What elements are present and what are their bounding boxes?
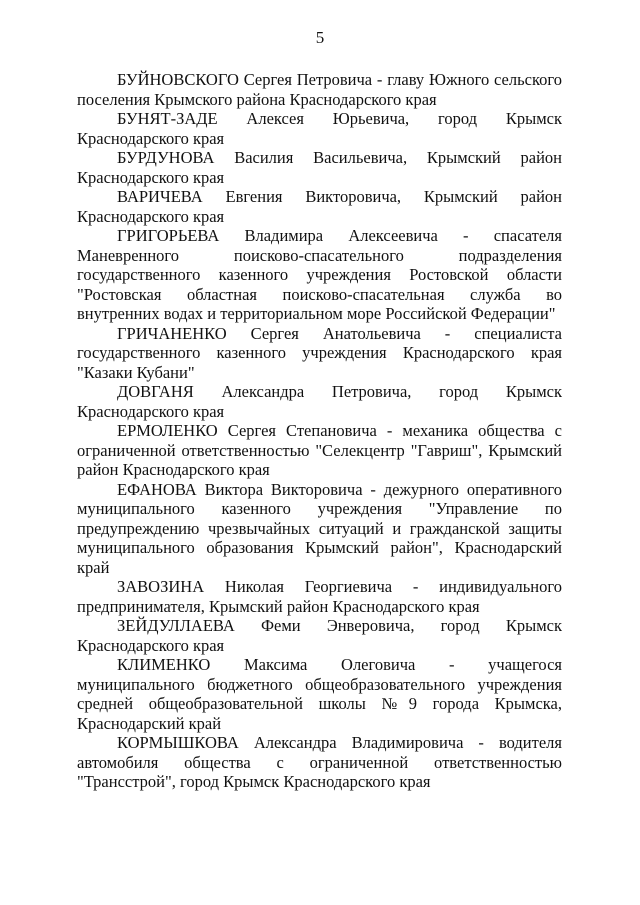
list-item: ЕРМОЛЕНКО Сергея Степановича - механика общества с ограниченной ответственностью "Селекцентр "Гавриш", Крымский район Краснодарского края — [77, 421, 562, 479]
list-item: ДОВГАНЯ Александра Петровича, город Крымск Краснодарского края — [77, 382, 562, 421]
list-item: КОРМЫШКОВА Александра Владимировича - водителя автомобиля общества с ограниченной ответственностью "Трансстрой", город Крымск Краснодарского края — [77, 733, 562, 791]
list-item: БУЙНОВСКОГО Сергея Петровича - главу Южного сельского поселения Крымского района Краснодарского края — [77, 70, 562, 109]
list-item: БУРДУНОВА Василия Васильевича, Крымский район Краснодарского края — [77, 148, 562, 187]
list-item: ЗАВОЗИНА Николая Георгиевича - индивидуального предпринимателя, Крымский район Краснодарского края — [77, 577, 562, 616]
list-item: ЕФАНОВА Виктора Викторовича - дежурного оперативного муниципального казенного учреждения "Управление по предупреждению чрезвычайных ситуаций и гражданской защиты муниципального образования Крымский район", Краснодарский край — [77, 479, 562, 577]
list-item: КЛИМЕНКО Максима Олеговича - учащегося муниципального бюджетного общеобразовательного учреждения средней общеобразовательной школы №9 города Крымска, Краснодарский край — [77, 655, 562, 733]
list-item: ГРИЧАНЕНКО Сергея Анатольевича - специалиста государственного казенного учреждения Краснодарского края "Казаки Кубани" — [77, 323, 562, 382]
list-item: ГРИГОРЬЕВА Владимира Алексеевича - спасателя Маневренного поисково-спасательного подразделения государственного казенного учреждения Ростовской области "Ростовская областная поисково-спасательная служба во внутренних водах и территориальном море Российской Федерации" — [77, 226, 562, 323]
list-item: БУНЯТ-ЗАДЕ Алексея Юрьевича, город Крымск Краснодарского края — [77, 109, 562, 148]
list-item: ЗЕЙДУЛЛАЕВА Феми Энверовича, город Крымск Краснодарского края — [77, 616, 562, 655]
award-list — [77, 70, 562, 792]
list-item: ВАРИЧЕВА Евгения Викторовича, Крымский район Краснодарского края — [77, 187, 562, 226]
page-number: 5 — [315, 28, 325, 47]
